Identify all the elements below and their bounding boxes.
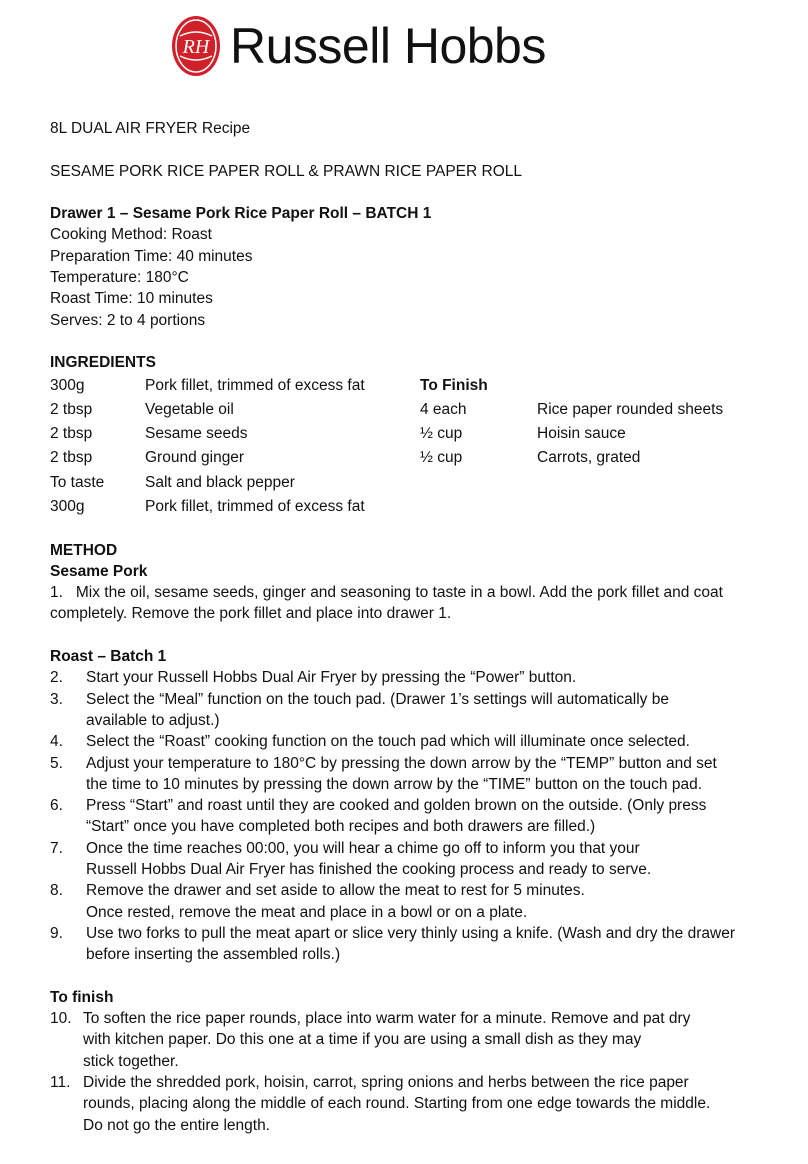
ingredient-qty: 300g	[50, 376, 85, 394]
step-text: Remove the drawer and set aside to allow the meat to rest for 5 minutes.	[86, 882, 585, 900]
step-text: before inserting the assembled rolls.)	[86, 946, 341, 964]
step-text: rounds, placing along the middle of each round. Starting from one edge towards the middle.	[83, 1095, 711, 1113]
to-finish-method-heading: To finish	[50, 988, 114, 1006]
step-text: Mix the oil, sesame seeds, ginger and seasoning to taste in a bowl. Add the pork fillet and coat	[75, 584, 723, 602]
step-text: Start your Russell Hobbs Dual Air Fryer by pressing the “Power” button.	[86, 669, 577, 687]
recipe-title: SESAME PORK RICE PAPER ROLL & PRAWN RICE PAPER ROLL	[50, 162, 523, 180]
finish-qty: ½ cup	[420, 424, 463, 442]
ingredient-item: Pork fillet, trimmed of excess fat	[145, 497, 365, 515]
method-step	[50, 1072, 770, 1136]
detail-roast-time: Roast Time: 10 minutes	[50, 290, 213, 308]
russell-hobbs-seal-icon	[170, 14, 222, 78]
finish-qty: ½ cup	[420, 448, 463, 466]
ingredient-item: Salt and black pepper	[145, 473, 295, 491]
step-number: 9.	[50, 924, 63, 942]
step-text: Press “Start” and roast until they are cooked and golden brown on the outside. (Only press	[86, 797, 707, 815]
finish-item: Carrots, grated	[537, 448, 641, 466]
detail-serves: Serves: 2 to 4 portions	[50, 311, 206, 329]
step-number: 8.	[50, 882, 63, 900]
finish-qty: 4 each	[420, 400, 467, 418]
step-text: Russell Hobbs Dual Air Fryer has finished the cooking process and ready to serve.	[86, 861, 652, 879]
step-number: 6.	[50, 797, 63, 815]
method-step	[50, 795, 770, 838]
roast-steps-list	[50, 667, 770, 965]
step-number: 7.	[50, 839, 63, 857]
step-text: Select the “Meal” function on the touch pad. (Drawer 1’s settings will automatically be	[86, 690, 669, 708]
ingredient-qty: 2 tbsp	[50, 448, 93, 466]
step-number: 5.	[50, 754, 63, 772]
step-number: 3.	[50, 690, 63, 708]
brand-name: Russell Hobbs	[230, 18, 546, 74]
ingredients-table	[50, 374, 770, 520]
finish-item: Rice paper rounded sheets	[537, 400, 724, 418]
detail-temperature: Temperature: 180°C	[50, 269, 189, 287]
step-text: Once rested, remove the meat and place in a bowl or on a plate.	[86, 903, 528, 921]
method-step	[50, 753, 770, 796]
ingredient-item: Ground ginger	[145, 448, 245, 466]
brand-logo	[170, 14, 546, 78]
ingredient-row	[50, 495, 770, 519]
step-text: To soften the rice paper rounds, place into warm water for a minute. Remove and pat dry	[83, 1010, 691, 1028]
ingredient-qty: 300g	[50, 497, 85, 515]
step-text: Once the time reaches 00:00, you will hear a chime go off to inform you that your	[86, 839, 640, 857]
step-text: Use two forks to pull the meat apart or slice very thinly using a knife. (Wash and dry the drawer	[86, 924, 735, 942]
step-text: the time to 10 minutes by pressing the down arrow by the “TIME” button on the touch pad.	[86, 775, 703, 793]
step-text: Divide the shredded pork, hoisin, carrot, spring onions and herbs between the rice paper	[83, 1073, 689, 1091]
method-step	[50, 838, 770, 881]
method-step	[50, 880, 770, 923]
step-number: 1.	[50, 584, 63, 602]
step-text: “Start” once you have completed both recipes and both drawers are filled.)	[86, 818, 596, 836]
method-step-1	[50, 582, 770, 603]
method-step	[50, 923, 770, 966]
ingredient-item: Sesame seeds	[145, 424, 248, 442]
method-heading: METHOD	[50, 541, 118, 559]
step-text: completely. Remove the pork fillet and place into drawer 1.	[50, 605, 452, 623]
drawer-heading: Drawer 1 – Sesame Pork Rice Paper Roll – BATCH 1	[50, 205, 432, 223]
recipe-document	[50, 118, 770, 1136]
step-text: with kitchen paper. Do this one at a time if you are using a small dish as they may	[83, 1031, 642, 1049]
finish-item: Hoisin sauce	[537, 424, 626, 442]
step-number: 11.	[50, 1073, 71, 1091]
method-step	[50, 731, 770, 752]
sesame-pork-heading: Sesame Pork	[50, 562, 148, 580]
ingredient-item: Pork fillet, trimmed of excess fat	[145, 376, 365, 394]
roast-batch-heading: Roast – Batch 1	[50, 648, 167, 666]
step-text: Adjust your temperature to 180°C by pressing the down arrow by the “TEMP” button and set	[86, 754, 717, 772]
step-text: Select the “Roast” cooking function on the touch pad which will illuminate once selected.	[86, 733, 690, 751]
step-number: 2.	[50, 669, 63, 687]
step-text: available to adjust.)	[86, 711, 220, 729]
step-text: stick together.	[83, 1052, 179, 1070]
step-number: 4.	[50, 733, 63, 751]
ingredient-row	[50, 374, 770, 398]
step-number: 10.	[50, 1010, 72, 1028]
method-step	[50, 1008, 770, 1072]
ingredient-row	[50, 446, 770, 470]
ingredients-heading: INGREDIENTS	[50, 354, 156, 372]
detail-prep-time: Preparation Time: 40 minutes	[50, 247, 253, 265]
step-text: Do not go the entire length.	[83, 1116, 270, 1134]
svg-text:RH: RH	[182, 36, 210, 58]
ingredient-item: Vegetable oil	[145, 400, 234, 418]
detail-cooking-method: Cooking Method: Roast	[50, 226, 212, 244]
ingredient-qty: To taste	[50, 473, 105, 491]
ingredient-qty: 2 tbsp	[50, 400, 93, 418]
ingredient-row	[50, 398, 770, 422]
to-finish-heading: To Finish	[420, 376, 488, 394]
method-step	[50, 667, 770, 688]
method-step	[50, 689, 770, 732]
ingredient-row	[50, 422, 770, 446]
doc-type: 8L DUAL AIR FRYER Recipe	[50, 120, 251, 137]
ingredient-qty: 2 tbsp	[50, 424, 93, 442]
ingredient-row	[50, 471, 770, 495]
finish-steps-list	[50, 1008, 770, 1136]
